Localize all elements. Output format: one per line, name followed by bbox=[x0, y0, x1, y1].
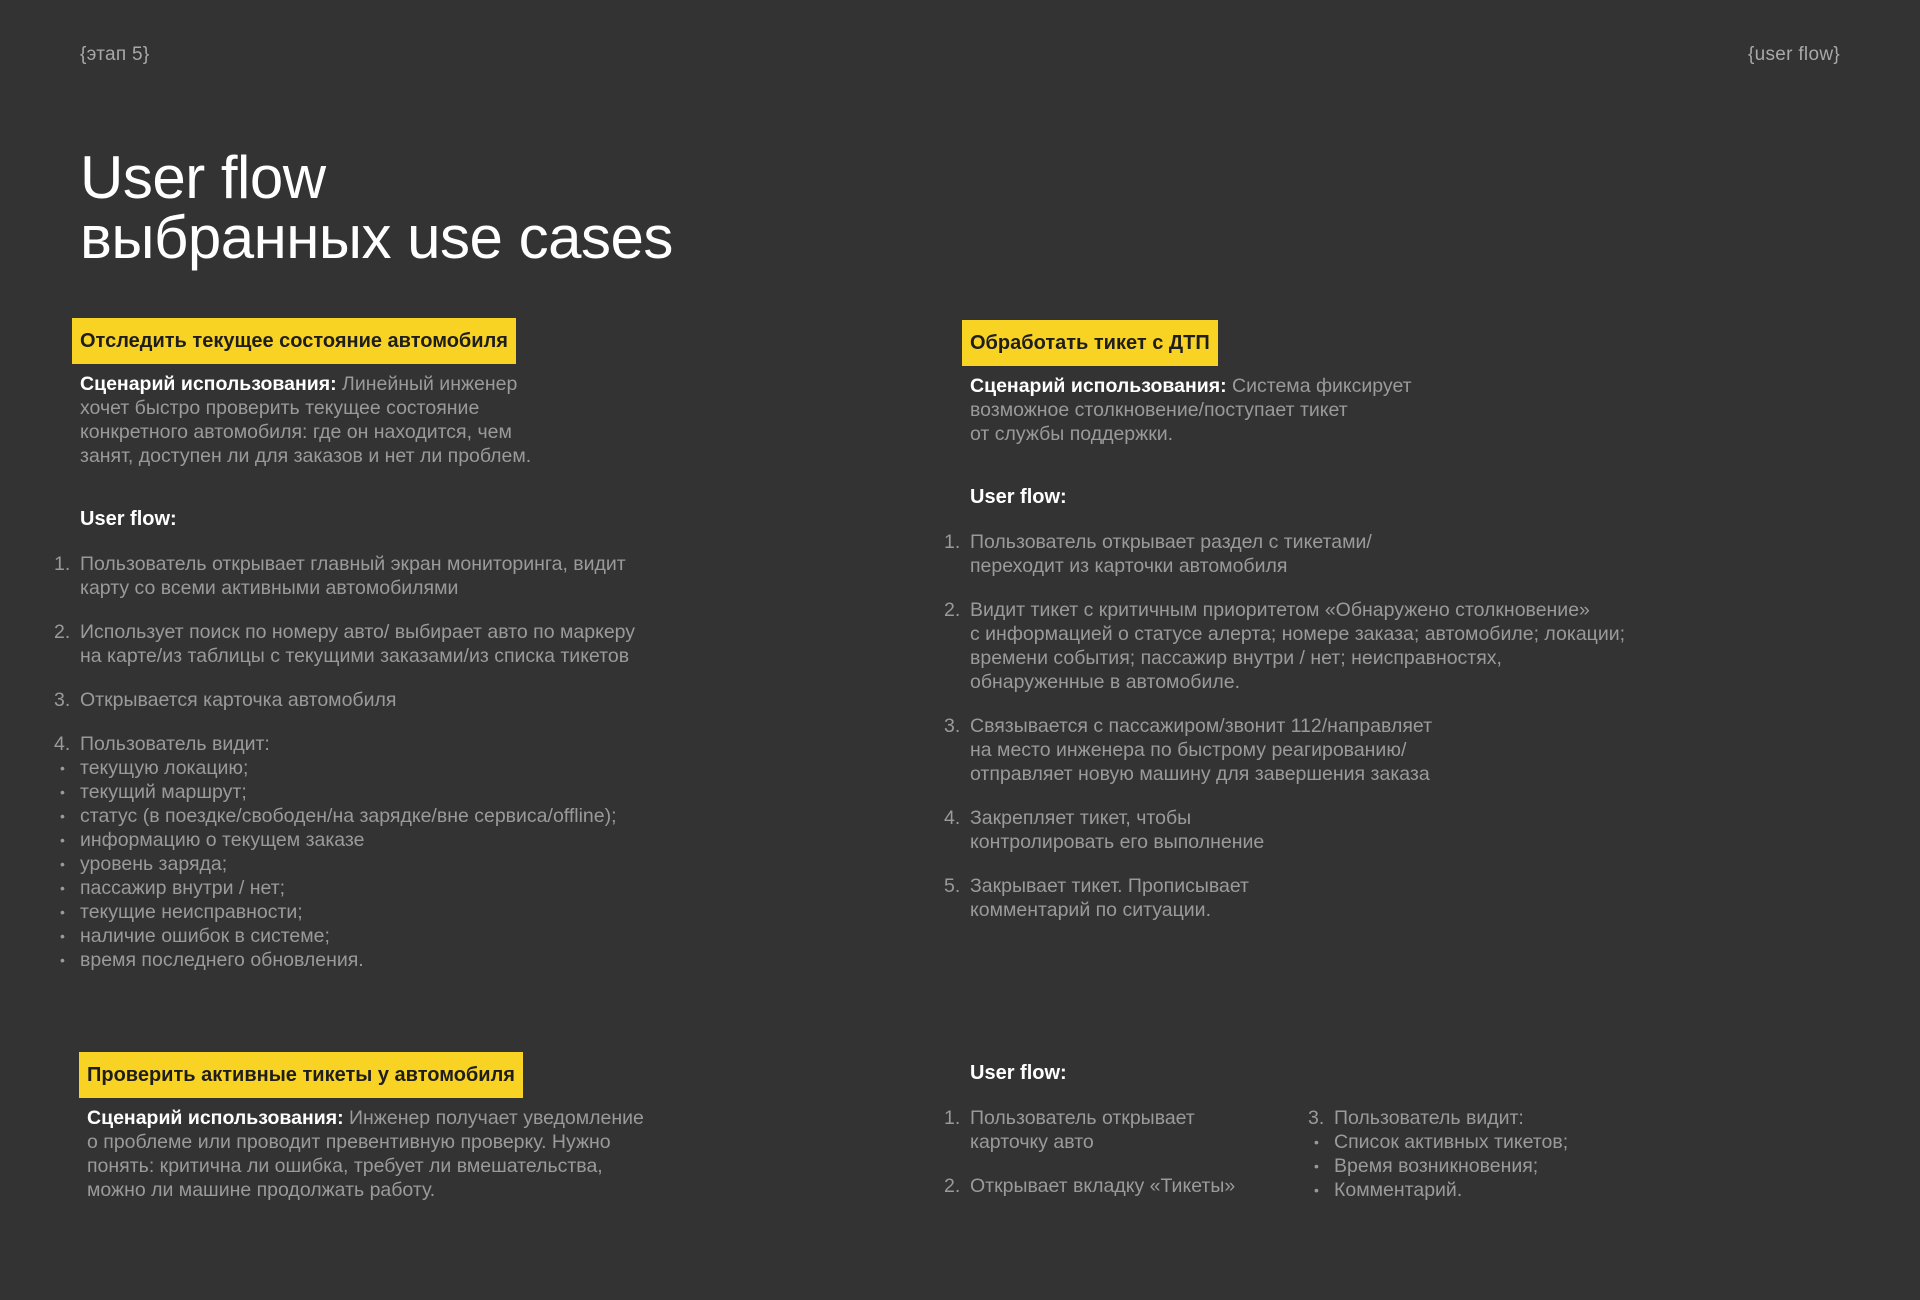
list-item: 1. Пользователь открывает карточку авто bbox=[944, 1107, 1195, 1153]
case3-scenario-line: Инженер получает уведомление bbox=[349, 1107, 644, 1129]
case3-scenario-line: о проблеме или проводит превентивную проверку. Нужно bbox=[87, 1131, 611, 1153]
list-item: 4. Пользователь видит: bbox=[54, 733, 270, 755]
list-item: 5. Закрывает тикет. Прописывает комментарий по ситуации. bbox=[944, 875, 1249, 921]
case3-scenario-line: можно ли машине продолжать работу. bbox=[87, 1179, 436, 1201]
case1-tag: Отследить текущее состояние автомобиля bbox=[72, 318, 516, 364]
bullet-item: • текущую локацию; bbox=[54, 756, 617, 780]
case2-steps bbox=[944, 530, 1625, 942]
bullet-item: • наличие ошибок в системе; bbox=[54, 924, 617, 948]
list-item: 4. Закрепляет тикет, чтобы контролировать его выполнение bbox=[944, 807, 1265, 853]
stage-label: {этап 5} bbox=[80, 44, 150, 65]
case3-steps-left bbox=[944, 1106, 1235, 1218]
list-item: 2. Использует поиск по номеру авто/ выбирает авто по маркеру на карте/из таблицы с текущими заказами/из списка тикетов bbox=[54, 621, 636, 667]
case3-scenario-label: Сценарий использования: bbox=[87, 1107, 344, 1129]
case3-userflow-label: User flow: bbox=[970, 1062, 1067, 1084]
title-line-2: выбранных use cases bbox=[80, 204, 673, 271]
case3-scenario bbox=[87, 1106, 644, 1202]
case1-bullets bbox=[54, 756, 617, 972]
list-item: 2. Видит тикет с критичным приоритетом «Обнаружено столкновение» с информацией о статусе алерта; номере заказа; автомобиле; локации; времени события; пассажир внутри / нет; неисправностях, обнаруженные в автомобиле. bbox=[944, 599, 1626, 693]
case1-scenario-label: Сценарий использования: bbox=[80, 373, 337, 395]
bullet-item: • пассажир внутри / нет; bbox=[54, 876, 617, 900]
case1-scenario bbox=[80, 372, 531, 468]
bullet-item: • текущие неисправности; bbox=[54, 900, 617, 924]
case2-scenario bbox=[970, 374, 1412, 446]
case3-scenario-line: понять: критична ли ошибка, требует ли вмешательства, bbox=[87, 1155, 603, 1177]
list-item: 3. Открывается карточка автомобиля bbox=[54, 689, 397, 711]
case1-userflow-label: User flow: bbox=[80, 508, 177, 530]
case1-scenario-line: хочет быстро проверить текущее состояние bbox=[80, 397, 480, 419]
case1-scenario-line: занят, доступен ли для заказов и нет ли проблем. bbox=[80, 445, 532, 467]
case3-tag: Проверить активные тикеты у автомобиля bbox=[79, 1052, 523, 1098]
case2-scenario-label: Сценарий использования: bbox=[970, 375, 1227, 397]
case1-scenario-line: Линейный инженер bbox=[342, 373, 518, 395]
bullet-item: • Список активных тикетов; bbox=[1308, 1130, 1568, 1154]
bullet-item: • Комментарий. bbox=[1308, 1178, 1568, 1202]
list-item: 3. Пользователь видит: bbox=[1308, 1107, 1524, 1129]
case1-steps bbox=[54, 552, 635, 756]
case2-scenario-line: от службы поддержки. bbox=[970, 423, 1174, 445]
page-title bbox=[80, 144, 673, 271]
bullet-item: • текущий маршрут; bbox=[54, 780, 617, 804]
list-item: 3. Связывается с пассажиром/звонит 112/направляет на место инженера по быстрому реагированию/ отправляет новую машину для завершения заказа bbox=[944, 715, 1433, 785]
case2-scenario-line: возможное столкновение/поступает тикет bbox=[970, 399, 1348, 421]
case3-steps-right bbox=[1308, 1106, 1524, 1130]
case1-scenario-line: конкретного автомобиля: где он находится, чем bbox=[80, 421, 512, 443]
bullet-item: • статус (в поездке/свободен/на зарядке/вне сервиса/offline); bbox=[54, 804, 617, 828]
title-line-1: User flow bbox=[80, 144, 326, 211]
list-item: 1. Пользователь открывает раздел с тикетами/ переходит из карточки автомобиля bbox=[944, 531, 1372, 577]
list-item: 2. Открывает вкладку «Тикеты» bbox=[944, 1175, 1236, 1197]
case2-tag: Обработать тикет с ДТП bbox=[962, 320, 1218, 366]
section-label: {user flow} bbox=[1747, 44, 1840, 65]
case3-bullets bbox=[1308, 1130, 1568, 1202]
list-item: 1. Пользователь открывает главный экран мониторинга, видит карту со всеми активными автомобилями bbox=[54, 553, 626, 599]
bullet-item: • уровень заряда; bbox=[54, 852, 617, 876]
case2-scenario-line: Система фиксирует bbox=[1232, 375, 1412, 397]
case2-userflow-label: User flow: bbox=[970, 486, 1067, 508]
bullet-item: • Время возникновения; bbox=[1308, 1154, 1568, 1178]
bullet-item: • время последнего обновления. bbox=[54, 948, 617, 972]
bullet-item: • информацию о текущем заказе bbox=[54, 828, 617, 852]
